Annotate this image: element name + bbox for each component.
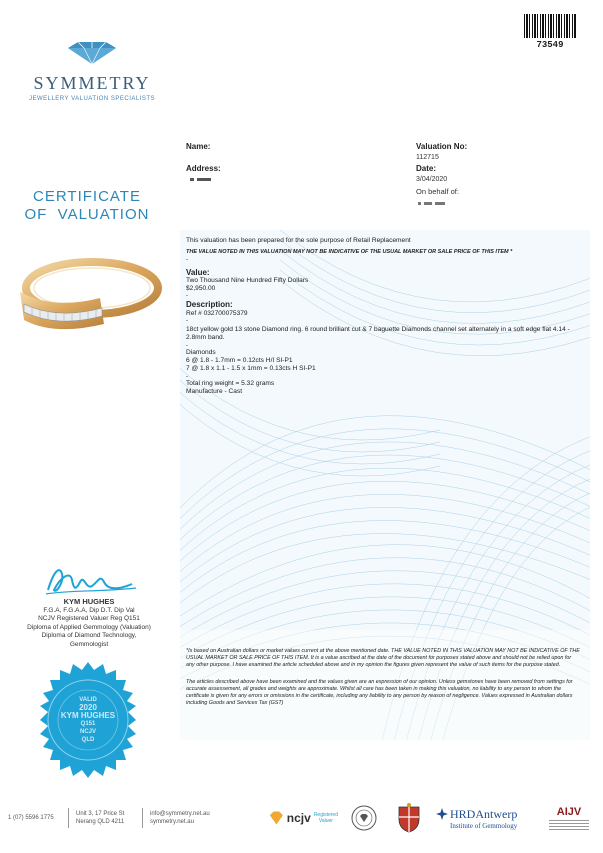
- diamonds-heading: Diamonds: [186, 348, 216, 356]
- address-label: Address:: [186, 164, 221, 173]
- valuation-body: [186, 237, 586, 396]
- ncjv-gem-icon: [268, 811, 285, 825]
- ncjv-wordmark: ncjv: [286, 811, 311, 825]
- divider-dash: -: [186, 342, 188, 349]
- barcode: [515, 14, 585, 54]
- diamond-logo-icon: [64, 42, 120, 64]
- footer-phone: 1 (07) 5596 1775: [8, 815, 54, 821]
- aijv-wordmark: AIJV: [556, 806, 582, 818]
- footer-contact: [150, 810, 210, 826]
- divider-dash: -: [186, 318, 188, 325]
- divider-dash: -: [186, 293, 188, 300]
- barcode-bars: [524, 14, 576, 38]
- crest-logo: [392, 800, 426, 836]
- purpose-text: This valuation has been prepared for the sole purpose of Retail Replacement: [186, 237, 411, 244]
- diamond-line-1: 6 @ 1.8 - 1.7mm = 0.12cts H/I SI-P1: [186, 356, 293, 364]
- gemmology-seal-icon: [351, 805, 377, 831]
- valuer-qualifications: F.G.A, F.G.A.A, Dip D.T. Dip Val: [43, 606, 135, 614]
- value-heading: Value:: [186, 267, 210, 277]
- brand-logo: [22, 42, 162, 102]
- ring-photo: [14, 250, 164, 340]
- valuer-diploma-diamond: Diploma of Diamond Technology,: [41, 632, 137, 639]
- valuation-number: 112715: [416, 154, 439, 161]
- value-amount: $2,950.00: [186, 285, 216, 293]
- total-weight: Total ring weight = 5.32 grams: [186, 379, 275, 387]
- seal-text: [28, 660, 148, 780]
- seal-line2: 2020: [79, 703, 97, 712]
- footer-website[interactable]: symmetry.net.au: [150, 819, 194, 825]
- brand-tagline: JEWELLERY VALUATION SPECIALISTS: [28, 96, 156, 102]
- hrd-star-icon: [436, 808, 448, 820]
- date-label: Date:: [416, 164, 437, 173]
- item-description: 18ct yellow gold 13 stone Diamond ring. 6 round brilliant cut & 7 baguette Diamonds channel set alternately in a soft edge flat 4.14 - 2.8mm band.: [186, 326, 570, 342]
- ncjv-subtitle-line1: Registered: [313, 812, 338, 818]
- reference-number: Ref # 032700075379: [186, 309, 248, 317]
- diamond-line-2: 7 @ 1.8 x 1.1 - 1.5 x 1mm = 0.13cts H SI-P1: [186, 365, 316, 373]
- divider-dash: -: [186, 256, 188, 263]
- disclaimer-paragraph-2: The articles described above have been examined and the values given are an expression of our opinion. Unless gemstones have been removed from settings for accurate assessement, all grades and weights are approximate. Whilst all care has been taken in making this valuation, no liability to any person to whom the certificate is given for any errors or omissions in the certificate, including any liability to any person by reason of negligence. Values expressed in Australian dollars including Goods and Services Tax (GST): [186, 679, 573, 706]
- name-label: Name:: [186, 142, 211, 151]
- disclaimer-paragraph-1: *Is based on Australian dollars or market values current at the above mentioned date. THE VALUE NOTED IN THIS VALUATION MAY NOT BE INDICATIVE OF THE USUAL MARKET OR SALE PRICE OF THIS ITEM. It is a value ascribed at the date of the document for purposes stated above and should not be relied upon for any other purpose. I have examined the article scheduled above and in my opinion the figures given represent the value of such items for the purpose stated.: [186, 648, 580, 668]
- seal-line6: QLD: [81, 737, 95, 743]
- ncjv-subtitle: [314, 812, 338, 824]
- valuer-signature: [40, 560, 140, 600]
- footer-address-line2: Nerang QLD 4211: [76, 819, 125, 825]
- address-redacted: [190, 176, 220, 186]
- hrd-antwerp-logo: [436, 800, 540, 836]
- date-value: 3/04/2020: [416, 176, 448, 183]
- valuer-name: KYM HUGHES: [63, 597, 115, 606]
- ncjv-subtitle-line2: Valuer: [318, 818, 333, 824]
- aijv-logo: [544, 800, 594, 836]
- certificate-title-line1: CERTIFICATE: [33, 188, 141, 205]
- ncjv-logo: [268, 800, 338, 836]
- valuer-registration: NCJV Registered Valuer Reg Q151: [38, 615, 140, 622]
- seal-line3: KYM HUGHES: [60, 711, 116, 720]
- aijv-subtitle-text: [549, 820, 589, 830]
- hrd-subtitle: Institute of Gemmology: [450, 821, 518, 830]
- hrd-wordmark: HRDAntwerp: [450, 806, 518, 821]
- valuer-diploma-gemmology: Diploma of Applied Gemmology (Valuation): [27, 623, 151, 631]
- disclaimer: [186, 648, 580, 717]
- seal-line4: Q151: [80, 721, 96, 727]
- value-words: Two Thousand Nine Hundred Fifty Dollars: [186, 276, 309, 284]
- brand-name: SYMMETRY: [33, 73, 151, 93]
- footer-address: [76, 810, 124, 826]
- barcode-number: 73549: [536, 40, 564, 50]
- crest-icon: [396, 803, 422, 833]
- behalf-redacted: [418, 200, 458, 206]
- description-heading: Description:: [186, 300, 233, 310]
- seal-line5: NCJV: [79, 729, 96, 735]
- gemmology-association-logo: [348, 800, 380, 836]
- certificate-title: [12, 188, 162, 224]
- value-notice: THE VALUE NOTED IN THIS VALUATION MAY NOT BE INDICATIVE OF THE USUAL MARKET OR SALE PRICE OF THIS ITEM *: [186, 249, 513, 256]
- valuation-number-label: Valuation No:: [416, 142, 468, 151]
- valuer-details: [4, 598, 174, 649]
- behalf-label: On behalf of:: [416, 187, 459, 196]
- footer-email[interactable]: info@symmetry.net.au: [150, 811, 210, 817]
- valuer-title: Gemmologist: [69, 640, 109, 648]
- manufacture: Manufacture - Cast: [186, 387, 243, 395]
- footer-divider: [142, 808, 143, 828]
- seal-line1: VALID: [79, 697, 97, 703]
- certificate-title-line2: OF VALUATION: [24, 206, 150, 223]
- divider-dash: -: [186, 373, 188, 380]
- footer-address-line1: Unit 3, 17 Price St: [76, 811, 125, 817]
- footer-divider: [68, 808, 69, 828]
